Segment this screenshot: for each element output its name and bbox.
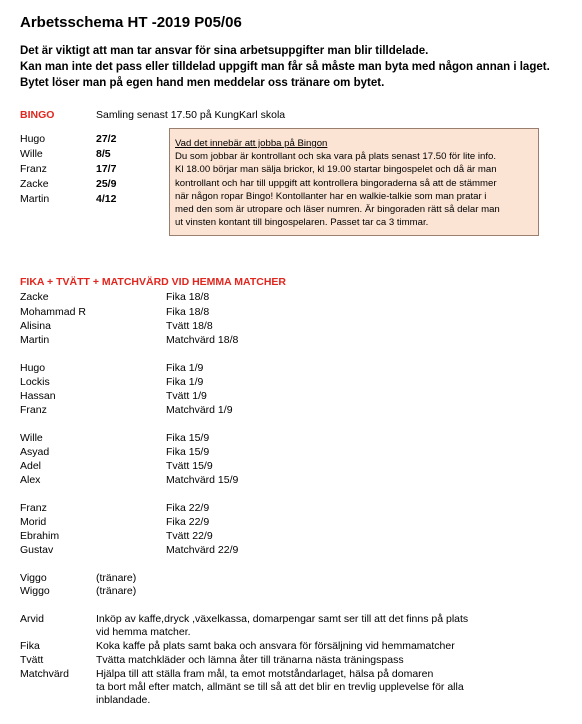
fika-task: Matchvärd 15/9 bbox=[166, 474, 239, 486]
bingo-info-line: med den som är utropare och läser numren. Är bingoraden rätt så delar man bbox=[175, 204, 500, 216]
fika-name: Asyad bbox=[20, 446, 50, 458]
fika-task: Matchvärd 18/8 bbox=[166, 334, 239, 346]
definition-text: Tvätta matchkläder och lämna åter till tränarna nästa träningspass bbox=[96, 654, 404, 666]
definition-text: inblandade. bbox=[96, 694, 151, 706]
fika-name: Hugo bbox=[20, 362, 46, 374]
fika-name: Alex bbox=[20, 474, 41, 486]
coach-role: (tränare) bbox=[96, 585, 137, 597]
fika-task: Fika 15/9 bbox=[166, 446, 210, 458]
fika-name: Morid bbox=[20, 516, 47, 528]
fika-task: Matchvärd 22/9 bbox=[166, 544, 239, 556]
fika-task: Fika 18/8 bbox=[166, 306, 210, 318]
definition-term: Fika bbox=[20, 640, 40, 652]
fika-heading: FIKA + TVÄTT + MATCHVÄRD VID HEMMA MATCHER bbox=[20, 276, 286, 288]
definition-text: ta bort mål efter match, allmänt se till så att det blir en trevlig upplevelse för alla bbox=[96, 681, 464, 693]
fika-task: Tvätt 15/9 bbox=[166, 460, 213, 472]
fika-task: Fika 15/9 bbox=[166, 432, 210, 444]
fika-task: Tvätt 22/9 bbox=[166, 530, 213, 542]
definition-text: Inköp av kaffe,dryck ,växelkassa, domarpengar samt ser till att det finns på plats bbox=[96, 613, 469, 625]
fika-name: Wille bbox=[20, 432, 43, 444]
fika-task: Fika 18/8 bbox=[166, 291, 210, 303]
fika-name: Hassan bbox=[20, 390, 56, 402]
fika-name: Lockis bbox=[20, 376, 50, 388]
fika-task: Fika 1/9 bbox=[166, 376, 204, 388]
bingo-heading: BINGO bbox=[20, 109, 55, 121]
coach-role: (tränare) bbox=[96, 572, 137, 584]
fika-task: Tvätt 1/9 bbox=[166, 390, 207, 402]
definition-term: Matchvärd bbox=[20, 668, 70, 680]
fika-name: Franz bbox=[20, 404, 47, 416]
bingo-info-line: kontrollant och har till uppgift att kontrollera bingoraderna så att de stämmer bbox=[175, 177, 497, 189]
bingo-info-line: när någon ropar Bingo! Kontollanter har en walkie-talkie som man pratar i bbox=[175, 190, 487, 202]
coach-name: Viggo bbox=[20, 572, 47, 584]
fika-name: Gustav bbox=[20, 544, 54, 556]
bingo-name: Wille bbox=[20, 148, 43, 160]
bingo-info-box bbox=[169, 128, 539, 236]
fika-name: Alisina bbox=[20, 320, 51, 332]
fika-name: Mohammad R bbox=[20, 306, 86, 318]
fika-task: Tvätt 18/8 bbox=[166, 320, 213, 332]
fika-task: Fika 22/9 bbox=[166, 502, 210, 514]
bingo-date: 4/12 bbox=[96, 193, 117, 205]
fika-task: Fika 22/9 bbox=[166, 516, 210, 528]
bingo-name: Zacke bbox=[20, 178, 49, 190]
bingo-name: Martin bbox=[20, 193, 50, 205]
definition-text: vid hemma matcher. bbox=[96, 626, 191, 638]
bingo-date: 17/7 bbox=[96, 163, 117, 175]
intro-line-3: Bytet löser man på egen hand men meddelar oss tränare om bytet. bbox=[20, 77, 385, 89]
bingo-info-line: Kl 18.00 börjar man sälja brickor, kl 19.00 startar bingospelet och då är man bbox=[175, 164, 497, 176]
bingo-date: 8/5 bbox=[96, 148, 111, 160]
fika-task: Fika 1/9 bbox=[166, 362, 204, 374]
definition-term: Arvid bbox=[20, 613, 44, 625]
coach-name: Wiggo bbox=[20, 585, 50, 597]
bingo-info-line: Du som jobbar är kontrollant och ska vara på plats senast 17.50 för lite info. bbox=[175, 151, 497, 163]
fika-task: Matchvärd 1/9 bbox=[166, 404, 233, 416]
page-title: Arbetsschema HT -2019 P05/06 bbox=[20, 14, 242, 31]
intro-line-2: Kan man inte det pass eller tilldelad uppgift man får så måste man byta med någon annan i laget. bbox=[20, 61, 550, 73]
definition-term: Tvätt bbox=[20, 654, 44, 666]
bingo-name: Hugo bbox=[20, 133, 46, 145]
fika-name: Zacke bbox=[20, 291, 49, 303]
definition-text: Hjälpa till att ställa fram mål, ta emot motståndarlaget, hälsa på domaren bbox=[96, 668, 434, 680]
fika-name: Adel bbox=[20, 460, 42, 472]
intro-line-1: Det är viktigt att man tar ansvar för sina arbetsuppgifter man blir tilldelade. bbox=[20, 45, 429, 57]
fika-name: Martin bbox=[20, 334, 50, 346]
fika-name: Franz bbox=[20, 502, 47, 514]
bingo-date: 25/9 bbox=[96, 178, 117, 190]
fika-name: Ebrahim bbox=[20, 530, 60, 542]
definition-text: Koka kaffe på plats samt baka och ansvara för försäljning vid hemmamatcher bbox=[96, 640, 455, 652]
bingo-date: 27/2 bbox=[96, 133, 117, 145]
bingo-note: Samling senast 17.50 på KungKarl skola bbox=[96, 109, 286, 121]
bingo-info-line: ut vinsten kontant till bingospelaren. Passet tar ca 3 timmar. bbox=[175, 217, 429, 229]
bingo-name: Franz bbox=[20, 163, 47, 175]
bingo-info-heading: Vad det innebär att jobba på Bingon bbox=[175, 138, 328, 149]
